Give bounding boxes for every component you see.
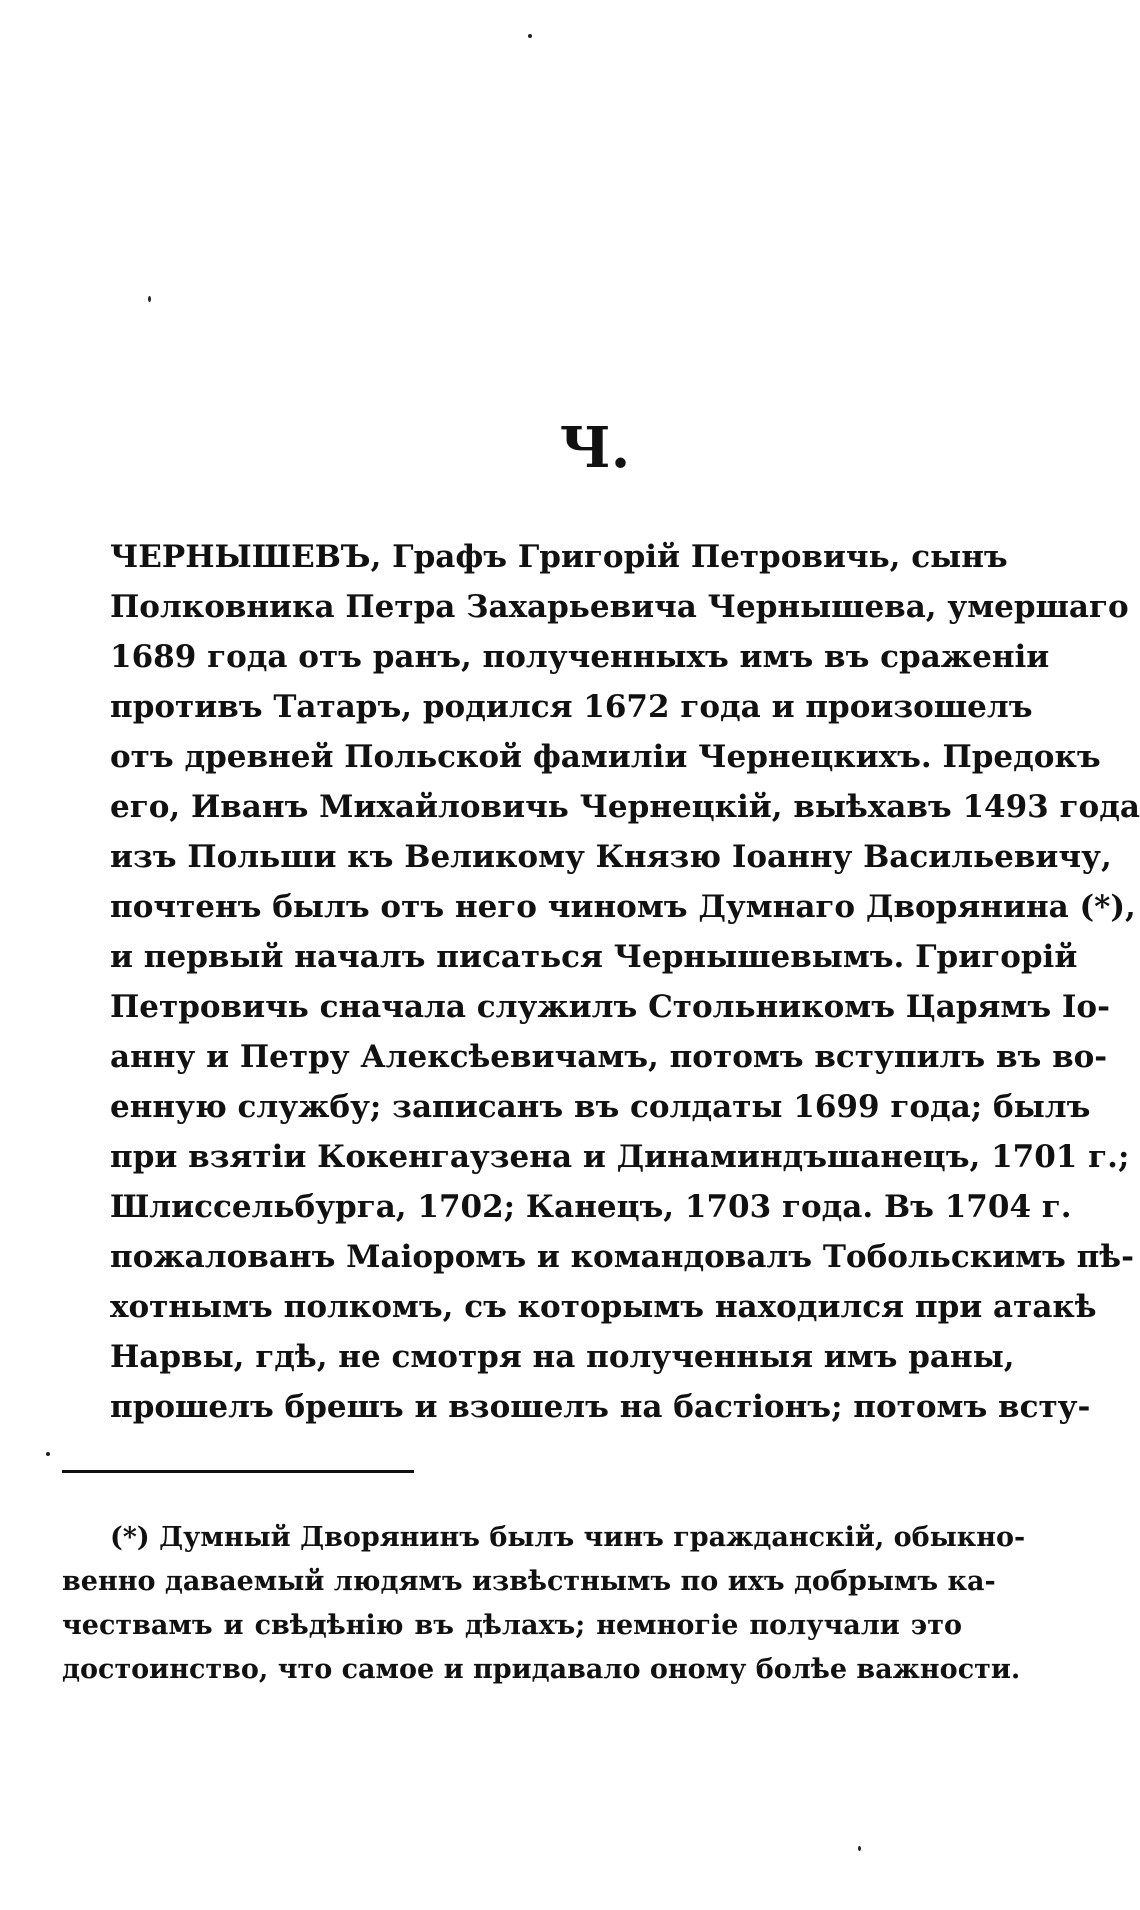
speck (858, 1846, 861, 1851)
footnote-line: венно даваемый людямъ извѣстнымъ по ихъ добрымъ ка- (62, 1566, 996, 1597)
speck (46, 1452, 50, 1456)
text-line: и первый началъ писаться Чернышевымъ. Григорій (110, 939, 1078, 975)
footnote-line: (*) Думный Дворянинъ былъ чинъ гражданскій, обыкно- (110, 1522, 1026, 1553)
text-line: Нарвы, гдѣ, не смотря на полученныя имъ раны, (110, 1339, 1015, 1375)
text-line: 1689 года отъ ранъ, полученныхъ имъ въ сраженіи (110, 639, 1050, 675)
speck (148, 296, 151, 302)
text-line: анну и Петру Алексѣевичамъ, потомъ вступилъ въ во- (110, 1039, 1108, 1075)
text-line: изъ Польши къ Великому Князю Іоанну Васильевичу, (110, 839, 1112, 875)
text-line: енную службу; записанъ въ солдаты 1699 года; былъ (110, 1089, 1091, 1125)
footnote (62, 1516, 1026, 1692)
text-line: хотнымъ полкомъ, съ которымъ находился при атакѣ (110, 1289, 1097, 1325)
main-text (110, 532, 1140, 1432)
text-line: почтенъ былъ отъ него чиномъ Думнаго Дворянина (*), (110, 889, 1136, 925)
text-line: Полковника Петра Захарьевича Чернышева, умершаго (110, 589, 1129, 625)
footnote-line: чествамъ и свѣдѣнію въ дѣлахъ; немногіе получали это (62, 1610, 962, 1641)
text-line: при взятіи Кокенгаузена и Динаминдъшанецъ, 1701 г.; (110, 1139, 1130, 1175)
text-line: отъ древней Польской фамиліи Чернецкихъ. Предокъ (110, 739, 1101, 775)
text-line: Петровичь сначала служилъ Стольникомъ Царямъ Іо- (110, 989, 1110, 1025)
section-letter-heading: Ч. (559, 415, 631, 481)
text-line: его, Иванъ Михайловичь Чернецкій, выѣхавъ 1493 года (110, 789, 1140, 825)
footnote-line: достоинство, что самое и придавало оному болѣе важности. (62, 1654, 1021, 1685)
text-line: пожалованъ Маіоромъ и командовалъ Тобольскимъ пѣ- (110, 1239, 1134, 1275)
speck (528, 34, 532, 38)
text-line: противъ Татаръ, родился 1672 года и произошелъ (110, 689, 1033, 725)
text-line: прошелъ брешъ и взошелъ на бастіонъ; потомъ всту- (110, 1389, 1091, 1425)
text-line: Шлиссельбурга, 1702; Канецъ, 1703 года. Въ 1704 г. (110, 1189, 1072, 1225)
footnote-divider (62, 1470, 414, 1473)
text-line: ЧЕРНЫШЕВЪ, Графъ Григорій Петровичь, сынъ (110, 539, 1008, 575)
